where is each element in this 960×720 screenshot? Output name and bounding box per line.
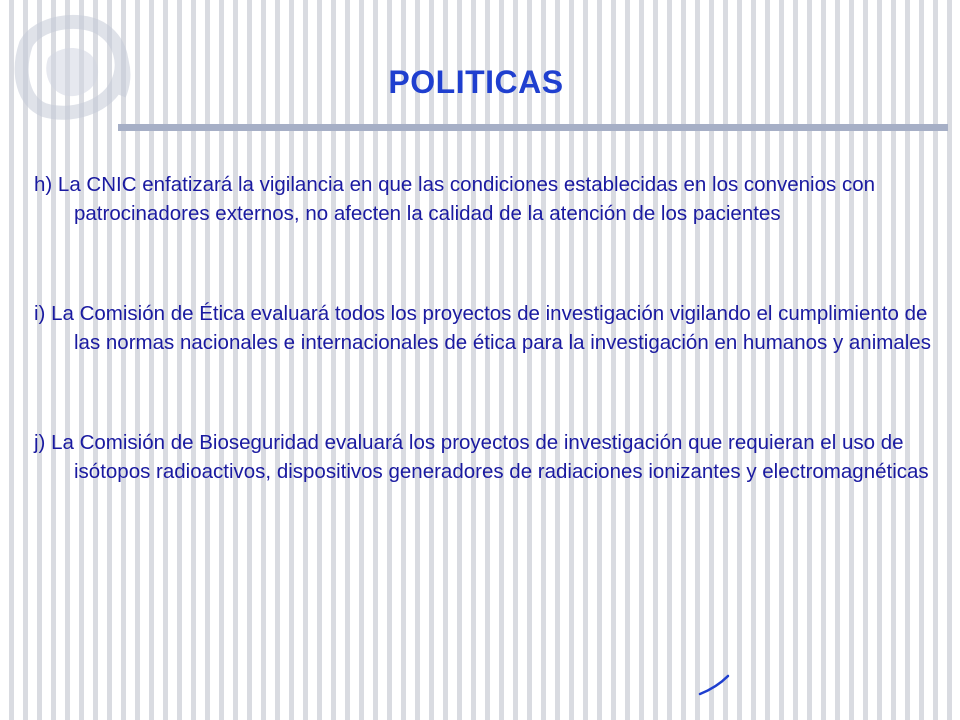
slide-content: [34, 170, 934, 486]
policy-paragraph-i: i) La Comisión de Ética evaluará todos los proyectos de investigación vigilando el cumplimiento de las normas nacionales e internacionales de ética para la investigación en humanos y animales: [34, 302, 931, 354]
policy-paragraph-h: h) La CNIC enfatizará la vigilancia en que las condiciones establecidas en los convenios con patrocinadores externos, no afecten la calidad de la atención de los pacientes: [34, 173, 875, 225]
slide-title: POLITICAS: [388, 64, 564, 100]
policy-paragraph-j: j) La Comisión de Bioseguridad evaluará los proyectos de investigación que requieran el uso de isótopos radioactivos, dispositivos generadores de radiaciones ionizantes y electromagnéticas: [34, 431, 929, 483]
pen-stroke-icon: [696, 674, 732, 698]
title-divider: [118, 124, 948, 131]
